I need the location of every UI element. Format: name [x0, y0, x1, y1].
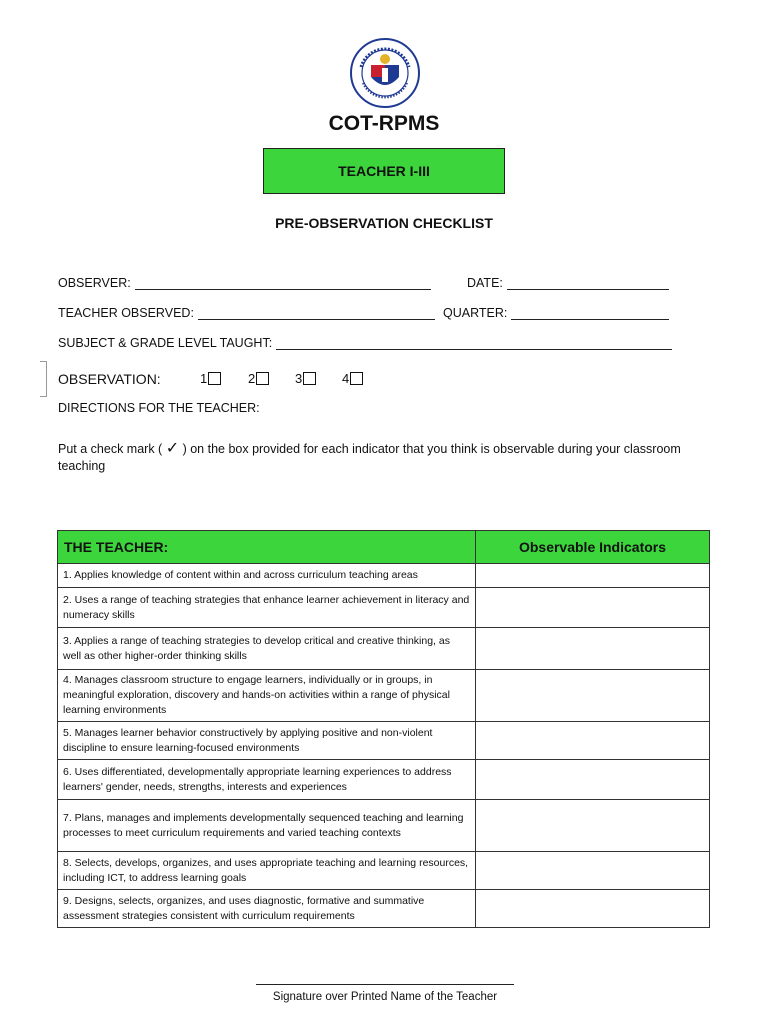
observation-option-number: 2 [248, 371, 256, 386]
table-row [58, 800, 710, 852]
indicator-text: 4. Manages classroom structure to engage learners, individually or in groups, in meaningful exploration, discovery and hands-on activities within a range of physical learning environments [58, 670, 476, 722]
indicator-check-cell[interactable] [476, 722, 710, 760]
indicator-text: 5. Manages learner behavior constructively by applying positive and non-violent discipline to ensure learning-focused environments [58, 722, 476, 760]
directions-heading: DIRECTIONS FOR THE TEACHER: [58, 401, 260, 415]
signature-line[interactable] [256, 984, 514, 985]
indicator-check-cell[interactable] [476, 564, 710, 588]
date-label: DATE: [467, 276, 503, 290]
indicator-text: 8. Selects, develops, organizes, and uses appropriate teaching and learning resources, including ICT, to address learning goals [58, 852, 476, 890]
quarter-field [443, 306, 669, 320]
indicator-text: 2. Uses a range of teaching strategies that enhance learner achievement in literacy and numeracy skills [58, 588, 476, 628]
table-row [58, 564, 710, 588]
indicator-check-cell[interactable] [476, 588, 710, 628]
indicators-table [57, 530, 710, 928]
table-row [58, 890, 710, 928]
indicator-text: 6. Uses differentiated, developmentally appropriate learning experiences to address learners' gender, needs, strengths, interests and experiences [58, 760, 476, 800]
table-row [58, 852, 710, 890]
teacher-observed-line[interactable] [198, 307, 435, 320]
signature-label: Signature over Printed Name of the Teacher [272, 991, 498, 1003]
checkbox-icon[interactable] [350, 372, 363, 385]
teacher-column-header: THE TEACHER: [58, 531, 476, 564]
teacher-level-box: TEACHER I-III [263, 148, 505, 194]
observation-option-4[interactable] [342, 371, 363, 386]
indicator-text: 9. Designs, selects, organizes, and uses diagnostic, formative and summative assessment strategies consistent with curriculum requirements [58, 890, 476, 928]
indicator-check-cell[interactable] [476, 760, 710, 800]
observer-field [58, 276, 431, 290]
observation-option-number: 1 [200, 371, 208, 386]
observable-indicators-header: Observable Indicators [476, 531, 710, 564]
table-row [58, 670, 710, 722]
checkbox-icon[interactable] [208, 372, 221, 385]
table-row [58, 722, 710, 760]
table-row [58, 588, 710, 628]
checkbox-icon[interactable] [303, 372, 316, 385]
table-header-row [58, 531, 710, 564]
observer-label: OBSERVER: [58, 276, 131, 290]
date-line[interactable] [507, 277, 669, 290]
subject-field [58, 336, 672, 350]
indicator-text: 1. Applies knowledge of content within and across curriculum teaching areas [58, 564, 476, 588]
quarter-line[interactable] [511, 307, 669, 320]
subject-label: SUBJECT & GRADE LEVEL TAUGHT: [58, 336, 273, 350]
deped-seal [347, 37, 423, 109]
indicator-check-cell[interactable] [476, 670, 710, 722]
directions-text-after: ) on the box provided for each indicator that you think is observable during your classroom teaching [58, 442, 681, 473]
indicator-check-cell[interactable] [476, 628, 710, 670]
page-title: COT-RPMS [328, 112, 440, 135]
teacher-observed-field [58, 306, 435, 320]
observation-option-1[interactable] [200, 371, 221, 386]
indicator-check-cell[interactable] [476, 890, 710, 928]
checklist-subtitle: PRE-OBSERVATION CHECKLIST [275, 215, 493, 231]
indicator-check-cell[interactable] [476, 852, 710, 890]
teacher-observed-label: TEACHER OBSERVED: [58, 306, 194, 320]
indicator-check-cell[interactable] [476, 800, 710, 852]
observation-option-number: 3 [295, 371, 303, 386]
table-row [58, 760, 710, 800]
checkbox-icon[interactable] [256, 372, 269, 385]
indicator-text: 3. Applies a range of teaching strategies to develop critical and creative thinking, as well as other higher-order thinking skills [58, 628, 476, 670]
margin-bracket [40, 361, 47, 397]
directions-text-before: Put a check mark ( [58, 442, 163, 456]
quarter-label: QUARTER: [443, 306, 508, 320]
observer-line[interactable] [135, 277, 431, 290]
date-field [467, 276, 669, 290]
check-mark-icon: ✓ [165, 440, 180, 457]
observation-label: OBSERVATION: [58, 371, 161, 387]
observation-option-2[interactable] [248, 371, 269, 386]
observation-option-number: 4 [342, 371, 350, 386]
observation-option-3[interactable] [295, 371, 316, 386]
table-row [58, 628, 710, 670]
directions-text [58, 440, 708, 475]
subject-line[interactable] [276, 337, 672, 350]
indicator-text: 7. Plans, manages and implements developmentally sequenced teaching and learning processes to meet curriculum requirements and varied teaching contexts [58, 800, 476, 852]
